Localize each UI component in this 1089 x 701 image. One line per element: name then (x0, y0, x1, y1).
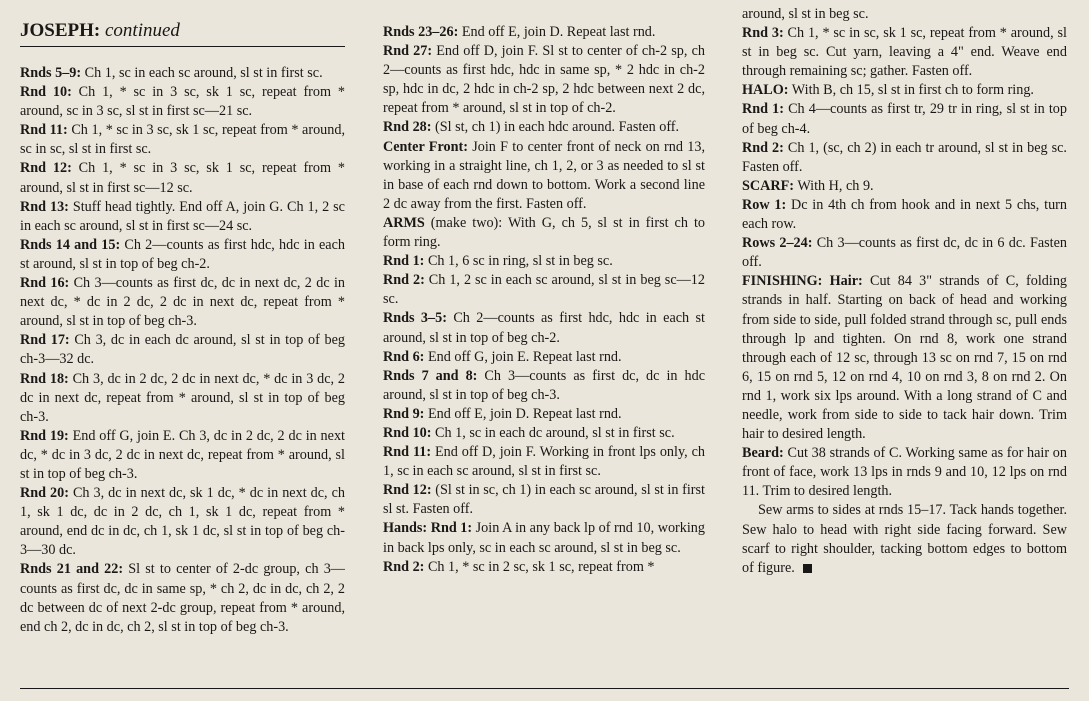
instruction-paragraph (383, 481, 705, 519)
instruction-paragraph (383, 367, 705, 405)
instruction-text: Ch 2—counts as first hdc, hdc in each st around, sl st in top of beg ch-2. (383, 310, 705, 346)
instruction-heading: Rnd 28: (383, 119, 432, 136)
instruction-paragraph (742, 5, 1067, 24)
instruction-paragraph (742, 81, 1067, 100)
instruction-heading: Rnds 14 and 15: (20, 236, 121, 253)
instruction-paragraph (383, 443, 705, 481)
title-continued: continued (104, 20, 180, 41)
instruction-text: End off D, join F. Working in front lps only, ch 1, sc in each sc around, sl st in first sc. (383, 444, 706, 480)
instruction-text: Ch 1, * sc in 2 sc, sk 1 sc, repeat from * (424, 558, 655, 575)
instruction-paragraph (20, 427, 345, 484)
instruction-heading: Rnd 18: (20, 370, 69, 387)
instruction-paragraph (383, 424, 705, 443)
instruction-text: Sew arms to sides at rnds 15–17. Tack hands together. Sew halo to head with right side facing forward. Sew scarf to right shoulder, tacking bottom edges to bottom of figure. (742, 502, 1067, 576)
column-1 (20, 20, 345, 637)
instruction-heading: Rnd 6: (383, 348, 425, 365)
instruction-text: Ch 1, * sc in sc, sk 1 sc, repeat from * around, sl st in beg sc. Cut yarn, leaving a 4" end. Weave end through remaining sc; gather. Fasten off. (742, 25, 1067, 80)
instruction-text: Ch 1, sc in each sc around, sl st in first sc. (81, 65, 323, 81)
instruction-heading: Rnd 27: (383, 43, 433, 60)
instruction-paragraph (383, 42, 705, 118)
instruction-paragraph (383, 118, 705, 137)
bottom-rule (20, 688, 1069, 689)
instruction-text: (Sl st in sc, ch 1) in each sc around, sl st in first sl st. Fasten off. (383, 482, 705, 518)
instruction-heading: Rnd 16: (20, 275, 70, 292)
instruction-heading: Rnd 10: (20, 84, 72, 101)
instruction-text: Ch 1, sc in each dc around, sl st in first sc. (431, 424, 675, 441)
instruction-paragraph (383, 23, 705, 42)
instruction-paragraph (383, 138, 705, 214)
instruction-heading: HALO: (742, 82, 789, 99)
instruction-text: Ch 3—counts as first dc, dc in 6 dc. Fasten off. (742, 235, 1067, 271)
instruction-heading: ARMS (383, 214, 425, 231)
instruction-heading: Rnds 3–5: (383, 310, 447, 327)
instruction-paragraph (742, 272, 1067, 444)
instruction-heading: Rnd 2: (383, 558, 425, 575)
instruction-text: Ch 1, * sc in 3 sc, sk 1 sc, repeat from * around, sc in sc, sl st in first sc. (20, 122, 345, 158)
instruction-paragraph (383, 519, 705, 557)
instruction-heading: Rnd 19: (20, 427, 69, 444)
instruction-text: Cut 38 strands of C. Working same as for hair on front of face, work 13 lps in rnds 9 and 10, 12 lps on rnd 11. Trim to desired length. (742, 445, 1067, 500)
instruction-text: Stuff head tightly. End off A, join G. Ch 1, 2 sc in each sc around, sl st in first sc—24 sc. (20, 198, 345, 234)
instruction-text: Cut 84 3" strands of C, folding strands in half. Starting on back of head and working from side to side, pull folded strand through sc, pull ends through lp and tighten. On rnd 8, work one strand through each of 12 sc, through 13 sc on rnd 7, 15 on rnd 6, 15 on rnd 5, 12 on rnd 4, 10 on rnd 3, 8 on rnd 2. On rnd 1, work six lps around. With a long strand of C and needle, work from side to side to tack hair down. Trim hair to desired length. (742, 273, 1068, 443)
instruction-heading: Row 1: (742, 196, 787, 213)
instruction-paragraph (20, 236, 345, 274)
instruction-paragraph (20, 83, 345, 121)
end-mark-icon (803, 564, 812, 573)
instruction-heading: Rnd 11: (383, 444, 432, 461)
instruction-text: End off G, join E. Ch 3, dc in 2 dc, 2 dc in next dc, * dc in 3 dc, 2 dc in next dc, repeat from * around, sl st in top of beg ch-3. (20, 427, 345, 482)
instruction-text: With H, ch 9. (794, 177, 874, 194)
instruction-text: Ch 1, * sc in 3 sc, sk 1 sc, repeat from * around, sc in 3 sc, sl st in first sc—21 sc. (20, 84, 345, 120)
instruction-text: (make two): With G, ch 5, sl st in first ch to form ring. (383, 214, 705, 251)
instruction-heading: Rnd 17: (20, 332, 70, 349)
instruction-heading: Rnd 11: (20, 122, 68, 139)
instruction-text: Ch 1, (sc, ch 2) in each tr around, sl st in beg sc. Fasten off. (742, 139, 1067, 175)
instruction-heading: Rnd 1: (383, 253, 425, 270)
instruction-heading: Rnd 1: (742, 101, 784, 118)
instruction-paragraph (742, 100, 1067, 138)
instruction-paragraph (383, 309, 705, 347)
instruction-heading: Rnd 10: (383, 424, 432, 441)
instruction-text: Join F to center front of neck on rnd 13, working in a straight line, ch 1, 2, or 3 as needed to sl st in base of each rnd down to bottom. Work a second line 2 dc away from the first. Fasten off. (383, 138, 705, 212)
instruction-text: End off D, join F. Sl st to center of ch-2 sp, ch 2—counts as first hdc, hdc in same sp, * 2 hdc in ch-2 sp, hdc in dc, 2 hdc in ch-2 sp, 2 hdc between next 2 dc, repeat from * around, sl st in top of ch-2. (383, 43, 705, 117)
instruction-text: Ch 1, * sc in 3 sc, sk 1 sc, repeat from * around, sl st in first sc—12 sc. (20, 160, 345, 196)
instruction-heading: FINISHING: Hair: (742, 273, 863, 290)
instruction-heading: SCARF: (742, 177, 795, 194)
instruction-heading: Rnds 23–26: (383, 24, 459, 40)
instruction-heading: Rnd 12: (20, 160, 72, 177)
instruction-text: Ch 1, 2 sc in each sc around, sl st in beg sc—12 sc. (383, 272, 705, 308)
instruction-paragraph (742, 177, 1067, 196)
instruction-paragraph (20, 198, 345, 236)
instruction-heading: Rnd 2: (742, 139, 784, 156)
instruction-text: Ch 3, dc in 2 dc, 2 dc in next dc, * dc in 3 dc, 2 dc in next dc, repeat from * around, sl st in top of beg ch-3. (20, 370, 345, 425)
column-2 (383, 23, 705, 577)
title-name: JOSEPH: (20, 20, 101, 41)
instruction-heading: Rnd 9: (383, 405, 425, 422)
instruction-paragraph (383, 271, 705, 309)
instruction-heading: Rnds 7 and 8: (383, 367, 478, 384)
instruction-paragraph (383, 405, 705, 424)
instruction-heading: Rnd 3: (742, 25, 784, 42)
instruction-text: Ch 3, dc in each dc around, sl st in top of beg ch-3—32 dc. (20, 332, 345, 368)
instruction-text: Ch 3—counts as first dc, dc in next dc, 2 dc in next dc, * dc in 2 dc, 2 dc in next dc, repeat from * around, sl st in top of beg ch-3. (20, 275, 345, 330)
instruction-paragraph (742, 444, 1067, 501)
page-title (20, 20, 345, 47)
instruction-paragraph (742, 24, 1067, 81)
instruction-text: End off E, join D. Repeat last rnd. (458, 24, 656, 40)
instruction-paragraph (383, 214, 705, 252)
instruction-text: End off E, join D. Repeat last rnd. (424, 405, 622, 422)
instruction-text: End off G, join E. Repeat last rnd. (424, 348, 622, 365)
instruction-heading: Rnd 20: (20, 485, 69, 502)
instruction-text: Sl st to center of 2-dc group, ch 3—counts as first dc, dc in same sp, * ch 2, dc in dc, ch 2, 2 dc between dc of next 2-dc group, repeat from * around, end ch 2, dc in dc, ch 2, sl st in top of beg ch-3. (20, 561, 345, 635)
instruction-heading: Rows 2–24: (742, 235, 813, 252)
instruction-text: Join A in any back lp of rnd 10, working in back lps only, sc in each sc around, sl st in beg sc. (383, 520, 705, 556)
instruction-paragraph (742, 234, 1067, 272)
column-3 (742, 5, 1067, 578)
instruction-paragraph (742, 196, 1067, 234)
instruction-text: Ch 1, 6 sc in ring, sl st in beg sc. (424, 253, 613, 270)
instruction-paragraph (20, 331, 345, 369)
instruction-paragraph (383, 348, 705, 367)
instruction-text: Ch 4—counts as first tr, 29 tr in ring, sl st in top of beg ch-4. (742, 101, 1067, 137)
instruction-paragraph (383, 252, 705, 271)
instruction-heading: Rnds 21 and 22: (20, 561, 124, 578)
instruction-heading: Rnds 5–9: (20, 65, 82, 81)
instruction-heading: Center Front: (383, 138, 468, 155)
instruction-text: around, sl st in beg sc. (742, 6, 869, 22)
instruction-paragraph (383, 558, 705, 577)
instruction-paragraph (20, 274, 345, 331)
instruction-text: Dc in 4th ch from hook and in next 5 chs, turn each row. (742, 196, 1067, 233)
instruction-paragraph (20, 64, 345, 83)
instruction-heading: Rnd 12: (383, 482, 432, 499)
instruction-paragraph (20, 370, 345, 427)
instruction-text: With B, ch 15, sl st in first ch to form ring. (788, 82, 1034, 99)
instruction-paragraph (20, 121, 345, 159)
instruction-paragraph (20, 159, 345, 197)
instruction-paragraph (742, 501, 1067, 577)
instruction-paragraph (20, 560, 345, 636)
instruction-text: Ch 3—counts as first dc, dc in hdc around, sl st in top of beg ch-3. (383, 367, 705, 403)
instruction-text: Ch 2—counts as first hdc, hdc in each st around, sl st in top of beg ch-2. (20, 236, 345, 272)
instruction-paragraph (20, 484, 345, 560)
instruction-heading: Rnd 2: (383, 272, 425, 289)
instruction-heading: Hands: Rnd 1: (383, 520, 473, 537)
instruction-text: Ch 3, dc in next dc, sk 1 dc, * dc in next dc, ch 1, sk 1 dc, dc in 2 dc, ch 1, sk 1 dc, repeat from * around, end dc in dc, ch 1, sk 1 dc, sl st in top of beg ch-3—30 dc. (20, 485, 345, 559)
instruction-heading: Beard: (742, 445, 784, 462)
instruction-text: (Sl st, ch 1) in each hdc around. Fasten off. (431, 119, 680, 136)
instruction-heading: Rnd 13: (20, 198, 69, 215)
instruction-paragraph (742, 139, 1067, 177)
